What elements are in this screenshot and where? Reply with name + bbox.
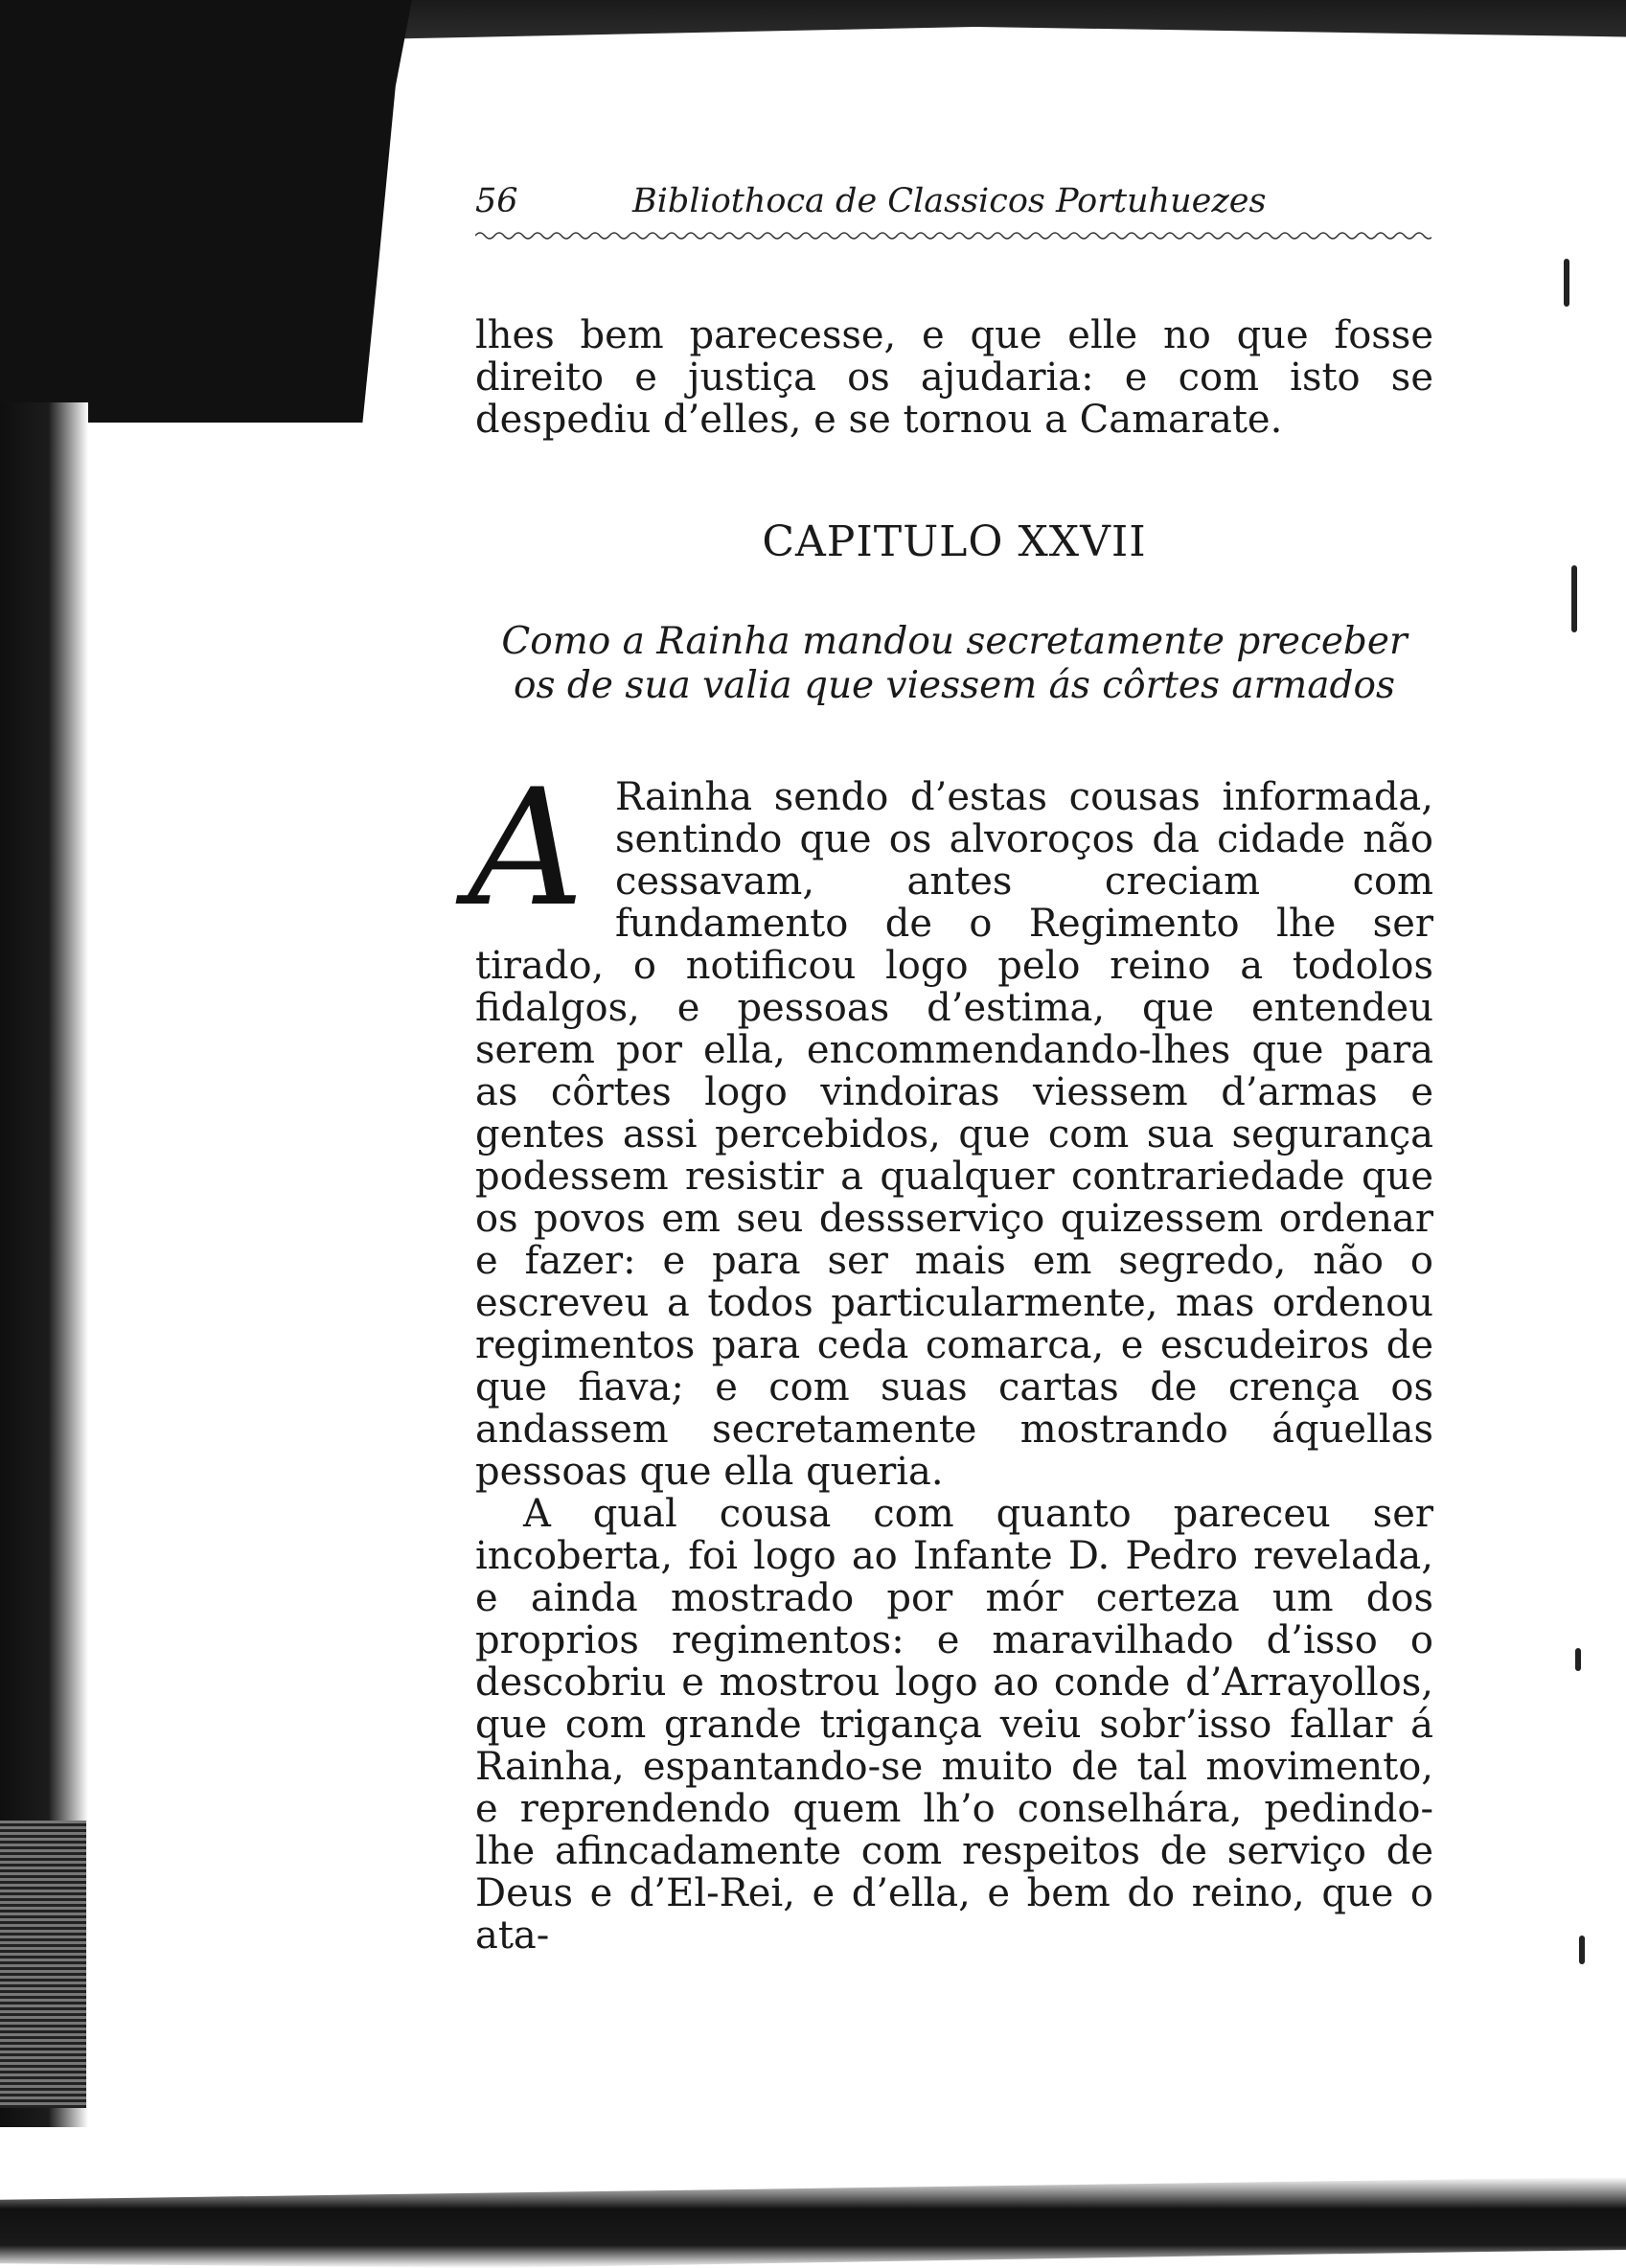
margin-mark xyxy=(1564,259,1569,307)
paragraph-text: Rainha sendo d’estas cousas informada, sentindo que os alvoroços da cidade não cessavam, antes creciam com fundamento de o Regimento lhe ser tirado, o notificou logo pelo reino a todolos fidalgos, e pessoas d’estima, que entendeu serem por ella, encommendando-lhes que para as côrtes logo vindoiras viessem d’armas e gentes assi percebidos, que com sua segurança podessem resistir a qualquer contrariedade que os povos em seu dessserviço quizessem ordenar e fazer: e para ser mais em segredo, não o escreveu a todos particularmente, mas ordenou regimentos para ceda comarca, e escudeiros de que fiava; e com suas cartas de crença os andassem secretamente mostrando áquellas pessoas que ella queria. xyxy=(475,775,1433,1494)
margin-mark xyxy=(1579,1936,1585,1964)
drop-cap: A xyxy=(468,754,584,942)
paragraph-continued xyxy=(475,314,1433,441)
scan-shadow-left xyxy=(0,0,412,431)
margin-mark xyxy=(1571,565,1577,632)
paragraph-second: A qual cousa com quanto pareceu ser incoberta, foi logo ao Infante D. Pedro revelada, e ainda mostrado por mór certeza um dos proprios regimentos: e maravilhado d’isso o descobriu e mostrou logo ao conde d’Arrayollos, que com grande trigança veiu sobr’isso fallar á Rainha, espantando-se muito de tal movimento, e reprendendo quem lh’o conselhára, pedindo-lhe afincadamente com respeitos de serviço de Deus e d’El-Rei, e d’ella, e bem do reino, que o ata- xyxy=(475,1492,1433,1958)
margin-mark xyxy=(1575,1648,1581,1671)
page-number: 56 xyxy=(475,182,518,220)
book-title: Bibliothoca de Classicos Portuhuezes xyxy=(632,182,1267,220)
chapter-subtitle: Como a Rainha mandou secretamente preceber os de sua valia que viessem ás côrtes armados xyxy=(501,620,1408,707)
running-head xyxy=(475,182,1431,230)
chapter-title: CAPITULO XXVII xyxy=(762,517,1147,566)
scan-edge-left-bottom xyxy=(0,1821,86,2108)
paragraph-main xyxy=(468,754,1433,1958)
scan-edge-bottom xyxy=(0,2177,1626,2268)
paragraph-text: lhes bem parecesse, e que elle no que fosse direito e justiça os ajudaria: e com isto se despediu d’elles, e se tornou a Camarate. xyxy=(475,313,1433,442)
wavy-rule xyxy=(475,230,1431,241)
